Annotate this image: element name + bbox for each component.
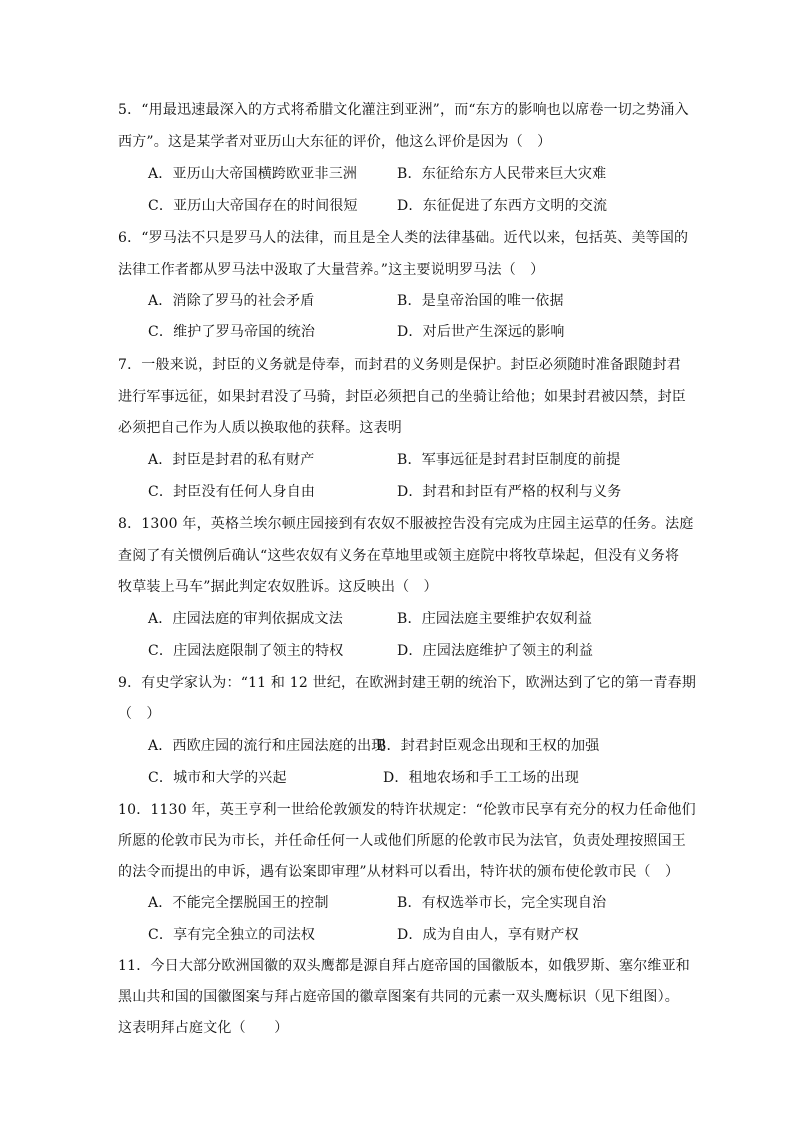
q8-option-c: C．庄园法庭限制了领主的特权 [148, 643, 344, 659]
q10-option-c: C．享有完全独立的司法权 [148, 927, 316, 943]
q9-option-a: A．西欧庄园的流行和庄园法庭的出现 [148, 738, 386, 754]
q11-stem-line-3: 这表明拜占庭文化（ ） [118, 1020, 289, 1036]
q10-option-b: B．有权选举市长，完全实现自治 [397, 895, 607, 911]
q5-option-b: B．东征给东方人民带来巨大灾难 [397, 166, 607, 182]
q5-stem-line-2: 西方”。这是某学者对亚历山大东征的评价，他这么评价是因为（ ） [118, 134, 552, 150]
q7-option-c: C．封臣没有任何人身自由 [148, 484, 316, 500]
q8-option-a: A．庄园法庭的审判依据成文法 [148, 611, 343, 627]
q10-option-d: D．成为自由人，享有财产权 [397, 927, 579, 943]
q7-stem-line-2: 进行军事远征，如果封君没了马骑，封臣必须把自己的坐骑让给他；如果封君被囚禁，封臣 [118, 389, 686, 405]
q10-option-a: A．不能完全摆脱国王的控制 [148, 895, 329, 911]
q8-stem-line-2: 查阅了有关惯例后确认“这些农奴有义务在草地里或领主庭院中将牧草垛起，但没有义务将 [118, 548, 680, 564]
q9-stem-line-2: （ ） [118, 706, 161, 722]
q6-option-d: D．对后世产生深远的影响 [397, 324, 565, 340]
q6-option-c: C．维护了罗马帝国的统治 [148, 324, 316, 340]
q5-option-d: D．东征促进了东西方文明的交流 [397, 198, 608, 214]
q9-option-d: D．租地农场和手工工场的出现 [383, 770, 580, 786]
q11-stem-line-2: 黑山共和国的国徽图案与拜占庭帝国的徽章图案有共同的元素一双头鹰标识（见下组图）。 [118, 989, 679, 1005]
q10-stem-line-1: 10．1130 年，英王亨利一世给伦敦颁发的特许状规定：“伦敦市民享有充分的权力任命他们 [118, 802, 696, 818]
q10-stem-line-2: 所愿的伦敦市民为市长，并任命任何一人或他们所愿的伦敦市民为法官，负责处理按照国王 [118, 833, 686, 849]
q10-stem-line-3: 的法令而提出的申诉，遇有讼案即审理”从材料可以看出，特许状的颁布使伦敦市民（ ） [118, 864, 680, 880]
q8-stem-line-3: 牧草装上马车”据此判定农奴胜诉。这反映出（ ） [118, 579, 438, 595]
q9-stem-line-1: 9．有史学家认为：“11 和 12 世纪，在欧洲封建王朝的统治下，欧洲达到了它的第一青春期 [118, 675, 697, 691]
q6-stem-line-2: 法律工作者都从罗马法中汲取了大量营养。”这主要说明罗马法（ ） [118, 262, 545, 278]
q5-stem-line-1: 5．“用最迅速最深入的方式将希腊文化灌注到亚洲”，而“东方的影响也以席卷一切之势涌入 [118, 102, 689, 118]
q7-option-a: A．封臣是封君的私有财产 [148, 452, 315, 468]
q6-option-b: B．是皇帝治国的唯一依据 [397, 293, 564, 309]
q6-stem-line-1: 6．“罗马法不只是罗马人的法律，而且是全人类的法律基础。近代以来，包括英、美等国的 [118, 230, 689, 246]
q7-stem-line-1: 7．一般来说，封臣的义务就是侍奉，而封君的义务则是保护。封臣必须随时准备跟随封君 [118, 357, 681, 373]
q9-option-b: B．封君封臣观念出现和王权的加强 [376, 738, 600, 754]
q8-stem-line-1: 8．1300 年，英格兰埃尔顿庄园接到有农奴不服被控告没有完成为庄园主运草的任务。法庭 [118, 516, 694, 532]
q5-option-c: C．亚历山大帝国存在的时间很短 [148, 198, 358, 214]
q7-option-b: B．军事远征是封君封臣制度的前提 [397, 452, 621, 468]
q5-option-a: A．亚历山大帝国横跨欧亚非三洲 [148, 166, 358, 182]
q6-option-a: A．消除了罗马的社会矛盾 [148, 293, 315, 309]
q8-option-b: B．庄园法庭主要维护农奴利益 [397, 611, 593, 627]
q11-stem-line-1: 11．今日大部分欧洲国徽的双头鹰都是源自拜占庭帝国的国徽版本，如俄罗斯、塞尔维亚和 [118, 958, 691, 974]
q8-option-d: D．庄园法庭维护了领主的利益 [397, 643, 594, 659]
q7-option-d: D．封君和封臣有严格的权利与义务 [397, 484, 622, 500]
q9-option-c: C．城市和大学的兴起 [148, 770, 287, 786]
q7-stem-line-3: 必须把自己作为人质以换取他的获释。这表明 [118, 420, 402, 436]
